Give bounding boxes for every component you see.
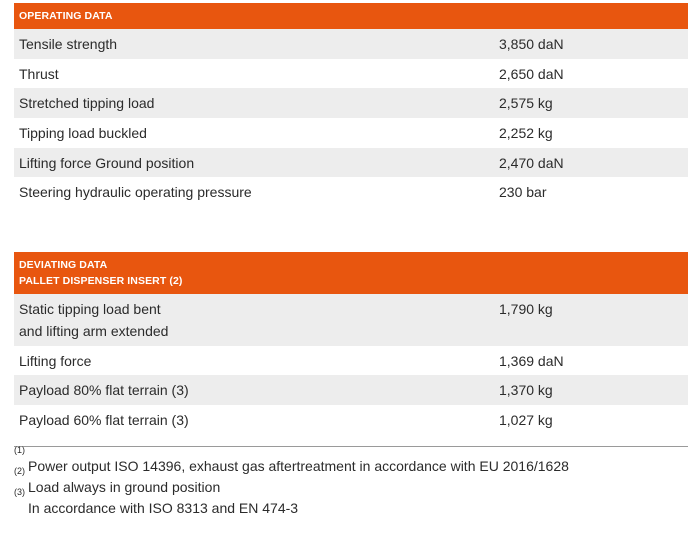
footnote-text: In accordance with ISO 8313 and EN 474-3 bbox=[28, 500, 299, 516]
footnote-text: Power output ISO 14396, exhaust gas aftertreatment in accordance with EU 2016/1628 bbox=[28, 458, 569, 474]
table-row bbox=[14, 88, 688, 118]
footnotes bbox=[14, 447, 688, 519]
table-row bbox=[14, 346, 688, 375]
table-row bbox=[14, 148, 688, 177]
row-label-line2: and lifting arm extended bbox=[19, 323, 169, 339]
row-value: 230 bar bbox=[499, 184, 547, 200]
table-row bbox=[14, 177, 688, 207]
row-value: 1,369 daN bbox=[499, 352, 564, 369]
row-label: Payload 60% flat terrain (3) bbox=[19, 411, 189, 428]
deviating-data-header bbox=[14, 252, 688, 294]
row-value: 2,650 daN bbox=[499, 65, 564, 82]
row-label: Tensile strength bbox=[19, 36, 118, 52]
footnote bbox=[14, 445, 688, 477]
row-label: Payload 80% flat terrain (3) bbox=[19, 382, 189, 398]
row-value: 1,790 kg bbox=[499, 301, 553, 317]
footnote-text: Load always in ground position bbox=[28, 479, 221, 495]
deviating-data-title: DEVIATING DATA bbox=[19, 259, 108, 271]
table-row bbox=[14, 294, 688, 346]
row-label: Steering hydraulic operating pressure bbox=[19, 184, 252, 200]
operating-data-header bbox=[14, 3, 688, 29]
row-label bbox=[19, 298, 499, 342]
row-value: 1,027 kg bbox=[499, 411, 553, 428]
row-label-line1: Static tipping load bent bbox=[19, 301, 161, 317]
row-label: Stretched tipping load bbox=[19, 95, 155, 111]
row-value: 3,850 daN bbox=[499, 36, 564, 52]
footnote-mark: (1) bbox=[14, 445, 25, 455]
table-row bbox=[14, 59, 688, 88]
row-value: 2,470 daN bbox=[499, 154, 564, 171]
table-row bbox=[14, 405, 688, 434]
table-row bbox=[14, 118, 688, 148]
spec-table bbox=[14, 3, 688, 519]
table-row bbox=[14, 29, 688, 59]
row-label: Lifting force bbox=[19, 352, 92, 369]
row-value: 1,370 kg bbox=[499, 382, 553, 398]
row-label: Thrust bbox=[19, 65, 59, 82]
row-label: Lifting force Ground position bbox=[19, 154, 195, 171]
table-row bbox=[14, 375, 688, 405]
footnote-mark: (2) bbox=[14, 466, 25, 476]
row-label: Tipping load buckled bbox=[19, 125, 147, 141]
row-value: 2,252 kg bbox=[499, 125, 553, 141]
deviating-data-subtitle: PALLET DISPENSER INSERT (2) bbox=[19, 275, 183, 287]
footnote-mark: (3) bbox=[14, 487, 25, 497]
row-value: 2,575 kg bbox=[499, 95, 553, 111]
operating-data-title: OPERATING DATA bbox=[19, 10, 113, 22]
